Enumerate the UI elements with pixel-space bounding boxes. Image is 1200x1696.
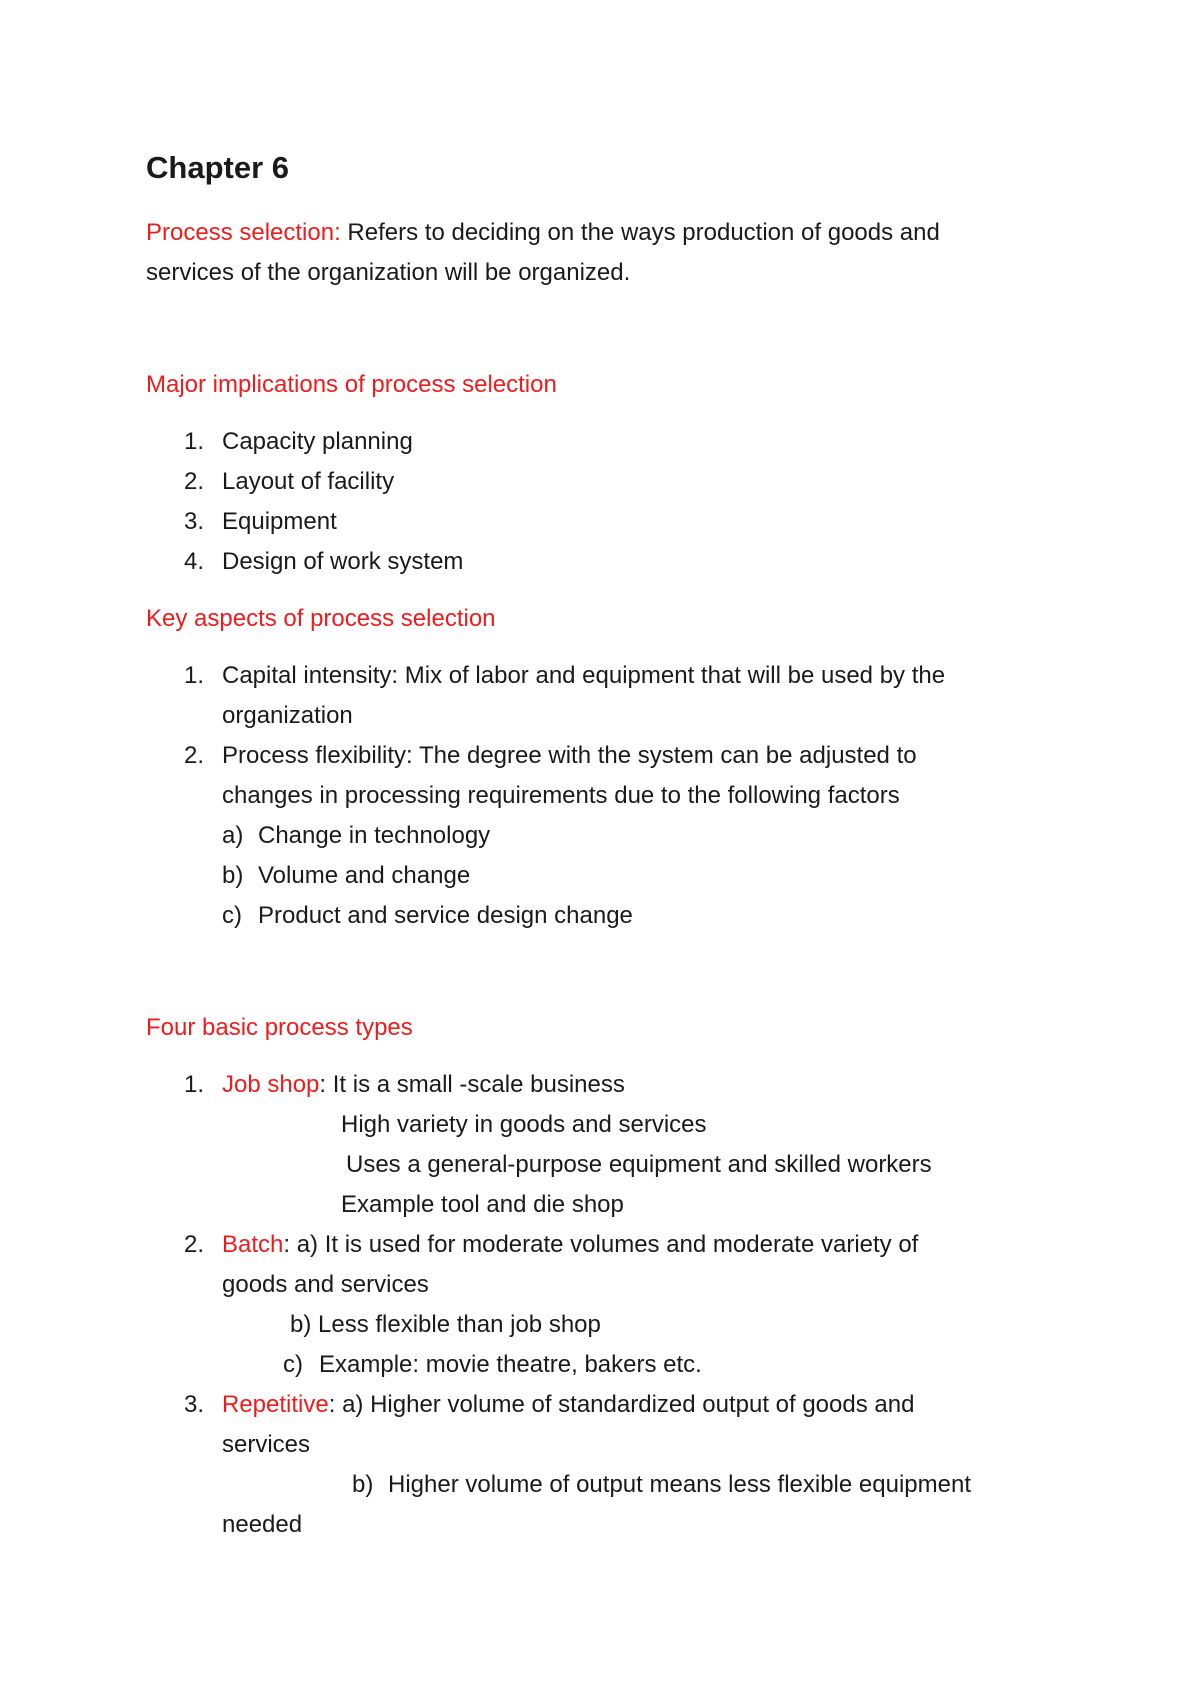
list-number: 1.	[184, 428, 205, 455]
list-number: 2.	[184, 742, 205, 769]
implications-heading: Major implications of process selection	[146, 371, 557, 398]
list-text: Capital intensity: Mix of labor and equipment that will be used by the	[222, 662, 946, 689]
aspects-sub-item	[222, 821, 490, 851]
job-shop-line-2: High variety in goods and services	[341, 1111, 707, 1138]
implications-item	[184, 467, 394, 497]
aspects-heading: Key aspects of process selection	[146, 605, 496, 632]
types-heading: Four basic process types	[146, 1014, 413, 1041]
sub-text: Change in technology	[258, 822, 491, 849]
repetitive-line-4: needed	[222, 1511, 303, 1538]
list-number: 2.	[184, 468, 205, 495]
implications-item	[184, 507, 337, 537]
intro-line-1	[146, 218, 940, 248]
implications-item	[184, 547, 463, 577]
intro-definition-part1: Refers to deciding on the ways production of goods and	[340, 219, 940, 246]
list-number: 1.	[184, 662, 205, 689]
repetitive-line-1	[184, 1390, 914, 1420]
sub-letter: a)	[222, 822, 244, 849]
list-number: 4.	[184, 548, 205, 575]
job-shop-line-1	[184, 1070, 625, 1100]
sub-letter: c)	[283, 1351, 303, 1378]
intro-line-2: services of the organization will be organized.	[146, 259, 631, 286]
list-text: Design of work system	[222, 548, 464, 575]
sub-letter: b)	[352, 1471, 374, 1498]
intro-term: Process selection:	[146, 219, 341, 246]
batch-label: Batch	[222, 1231, 284, 1258]
aspects-sub-item	[222, 901, 633, 931]
sub-text: Product and service design change	[258, 902, 633, 929]
aspects-item-2-line-1	[184, 741, 917, 771]
batch-line-1	[184, 1230, 918, 1260]
job-shop-line-3: Uses a general-purpose equipment and skilled workers	[346, 1151, 932, 1178]
sub-letter: b)	[222, 862, 244, 889]
batch-line-2: goods and services	[222, 1271, 429, 1298]
aspects-item-1-line-2: organization	[222, 702, 353, 729]
aspects-item-1-line-1	[184, 661, 945, 691]
repetitive-line-2: services	[222, 1431, 311, 1458]
list-number: 3.	[184, 508, 205, 535]
batch-line-4	[283, 1350, 702, 1380]
list-number: 2.	[184, 1231, 205, 1258]
list-number: 3.	[184, 1391, 205, 1418]
repetitive-line-3	[352, 1470, 971, 1500]
job-shop-text: : It is a small -scale business	[319, 1071, 625, 1098]
sub-text: Higher volume of output means less flexible equipment	[388, 1471, 971, 1498]
job-shop-label: Job shop	[222, 1071, 320, 1098]
sub-text: Volume and change	[258, 862, 471, 889]
batch-text: : a) It is used for moderate volumes and moderate variety of	[283, 1231, 919, 1258]
aspects-item-2-line-2: changes in processing requirements due to the following factors	[222, 782, 900, 809]
list-text: Process flexibility: The degree with the system can be adjusted to	[222, 742, 917, 769]
chapter-title: Chapter 6	[146, 150, 289, 185]
repetitive-label: Repetitive	[222, 1391, 329, 1418]
list-text: Layout of facility	[222, 468, 395, 495]
implications-item	[184, 427, 413, 457]
aspects-sub-item	[222, 861, 470, 891]
list-number: 1.	[184, 1071, 205, 1098]
sub-letter: c)	[222, 902, 242, 929]
list-text: Equipment	[222, 508, 337, 535]
repetitive-text: : a) Higher volume of standardized output of goods and	[328, 1391, 915, 1418]
job-shop-line-4: Example tool and die shop	[341, 1191, 624, 1218]
batch-line-3: b) Less flexible than job shop	[290, 1311, 601, 1338]
list-text: Capacity planning	[222, 428, 413, 455]
sub-text: Example: movie theatre, bakers etc.	[319, 1351, 702, 1378]
